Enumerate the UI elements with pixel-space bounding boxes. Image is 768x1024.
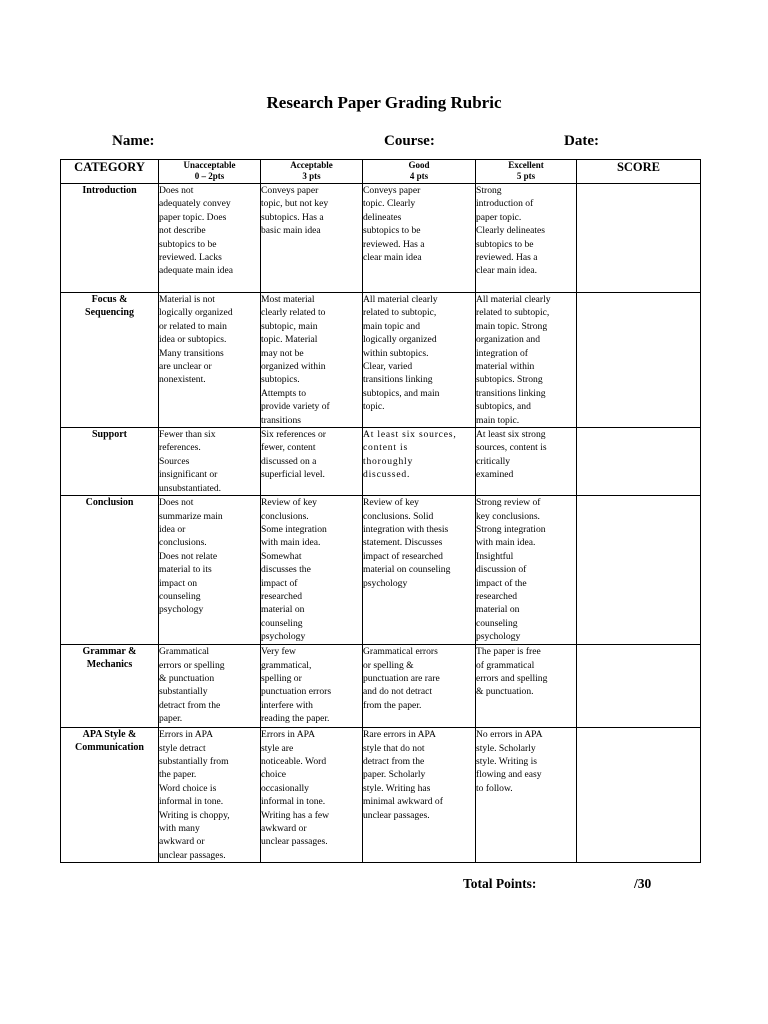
criteria-text: All material clearly related to subtopic, main topic. Strong organization and integration of material within subtopics. Strong transitions linking subtopics, and main topic. [476,294,551,426]
header-level-points: 5 pts [516,170,536,181]
category-label: Introduction [82,185,137,196]
criteria-cell [261,728,363,863]
table-row [61,728,701,863]
total-points-value: /30 [634,876,652,891]
category-cell [61,728,159,863]
table-row [61,496,701,645]
rubric-table [60,159,701,863]
score-cell[interactable] [577,645,701,728]
criteria-text: Conveys paper topic, but not key subtopics. Has a basic main idea [261,185,329,237]
criteria-text: The paper is free of grammatical errors and spelling & punctuation. [476,646,548,698]
category-label: APA Style & Communication [75,729,144,754]
criteria-text: Fewer than six references. Sources insignificant or unsubstantiated. [159,429,222,494]
criteria-cell [476,728,577,863]
criteria-text: All material clearly related to subtopic, main topic and logically organized within subtopics. Clear, varied transitions linking subtopics, and main topic. [363,294,440,413]
criteria-cell [476,645,577,728]
criteria-cell [159,184,261,293]
criteria-text: Does not summarize main idea or conclusions. Does not relate material to its impact on counseling psychology [159,497,223,616]
criteria-cell [363,184,476,293]
criteria-cell [159,728,261,863]
category-cell [61,184,159,293]
criteria-text: Six references or fewer, content discussed on a superficial level. [261,429,326,481]
criteria-text: Strong review of key conclusions. Strong integration with main idea. Insightful discussion of impact of the researched material on counseling psychology [476,497,546,643]
header-level-points: 4 pts [409,170,429,181]
header-level-name: Acceptable [290,160,333,170]
criteria-cell [159,428,261,496]
criteria-text: Review of key conclusions. Solid integration with thesis statement. Discusses impact of researched material on counseling psychology [363,497,451,589]
criteria-text: At least six strong sources, content is critically examined [476,429,547,481]
header-score: SCORE [577,160,701,184]
criteria-text: Material is not logically organized or related to main idea or subtopics. Many transitions are unclear or nonexistent. [159,294,233,386]
criteria-cell [363,645,476,728]
category-label: Conclusion [85,497,134,509]
criteria-cell [261,428,363,496]
category-label: Support [91,429,127,441]
header-unacceptable [159,160,261,184]
criteria-text: Conveys paper topic. Clearly delineates subtopics to be reviewed. Has a clear main idea [363,185,425,264]
header-level-name: Good [408,160,430,170]
header-level-name: Unacceptable [183,160,236,170]
header-category: CATEGORY [61,160,159,184]
criteria-cell [363,728,476,863]
name-label: Name: [112,133,155,149]
criteria-cell [261,293,363,428]
total-points-label: Total Points: [463,876,537,891]
table-row [61,428,701,496]
criteria-cell [261,645,363,728]
criteria-cell [363,293,476,428]
category-cell [61,293,159,428]
criteria-text: Strong introduction of paper topic. Clearly delineates subtopics to be reviewed. Has a clear main idea. [476,185,545,277]
criteria-text: Grammatical errors or spelling & punctuation substantially detract from the paper. [159,646,225,725]
criteria-cell [363,428,476,496]
category-label: Grammar & Mechanics [82,646,137,671]
page-title: Research Paper Grading Rubric [266,93,502,112]
criteria-cell [159,293,261,428]
criteria-cell [261,496,363,645]
criteria-text: Very few grammatical, spelling or punctuation errors interfere with reading the paper. [261,646,332,725]
criteria-text: Grammatical errors or spelling & punctuation are rare and do not detract from the paper. [363,646,440,711]
criteria-cell [363,496,476,645]
criteria-text: Errors in APA style are noticeable. Word choice occasionally informal in tone. Writing has a few awkward or unclear passages. [261,729,330,848]
criteria-text: At least six sources, content is thoroughly discussed. [363,429,457,481]
criteria-cell [476,428,577,496]
criteria-cell [261,184,363,293]
category-cell [61,645,159,728]
table-row [61,184,701,293]
category-cell [61,428,159,496]
criteria-cell [159,496,261,645]
header-good [363,160,476,184]
score-cell[interactable] [577,428,701,496]
table-row [61,293,701,428]
category-label: Focus & Sequencing [85,294,134,318]
header-row [61,160,701,184]
criteria-cell [159,645,261,728]
criteria-cell [476,293,577,428]
header-level-points: 0 – 2pts [194,170,225,181]
table-row [61,645,701,728]
category-cell [61,496,159,645]
criteria-text: Rare errors in APA style that do not detract from the paper. Scholarly style. Writing has minimal awkward of unclear passages. [363,729,443,821]
course-label: Course: [384,133,435,149]
criteria-text: No errors in APA style. Scholarly style. Writing is flowing and easy to follow. [476,729,543,794]
score-cell[interactable] [577,496,701,645]
criteria-cell [476,496,577,645]
score-cell[interactable] [577,184,701,293]
header-acceptable [261,160,363,184]
criteria-text: Does not adequately convey paper topic. Does not describe subtopics to be reviewed. Lacks adequate main idea [159,185,234,277]
header-level-name: Excellent [508,160,544,170]
header-level-points: 3 pts [302,170,321,181]
criteria-text: Most material clearly related to subtopic, main topic. Material may not be organized within subtopics. Attempts to provide variety of transitions [261,294,330,426]
criteria-text: Review of key conclusions. Some integration with main idea. Somewhat discusses the impact of researched material on counseling psychology [261,497,327,643]
date-label: Date: [564,133,599,149]
criteria-cell [476,184,577,293]
score-cell[interactable] [577,728,701,863]
header-excellent [476,160,577,184]
score-cell[interactable] [577,293,701,428]
criteria-text: Errors in APA style detract substantially from the paper. Word choice is informal in tone. Writing is choppy, with many awkward or unclear passages. [159,729,230,861]
